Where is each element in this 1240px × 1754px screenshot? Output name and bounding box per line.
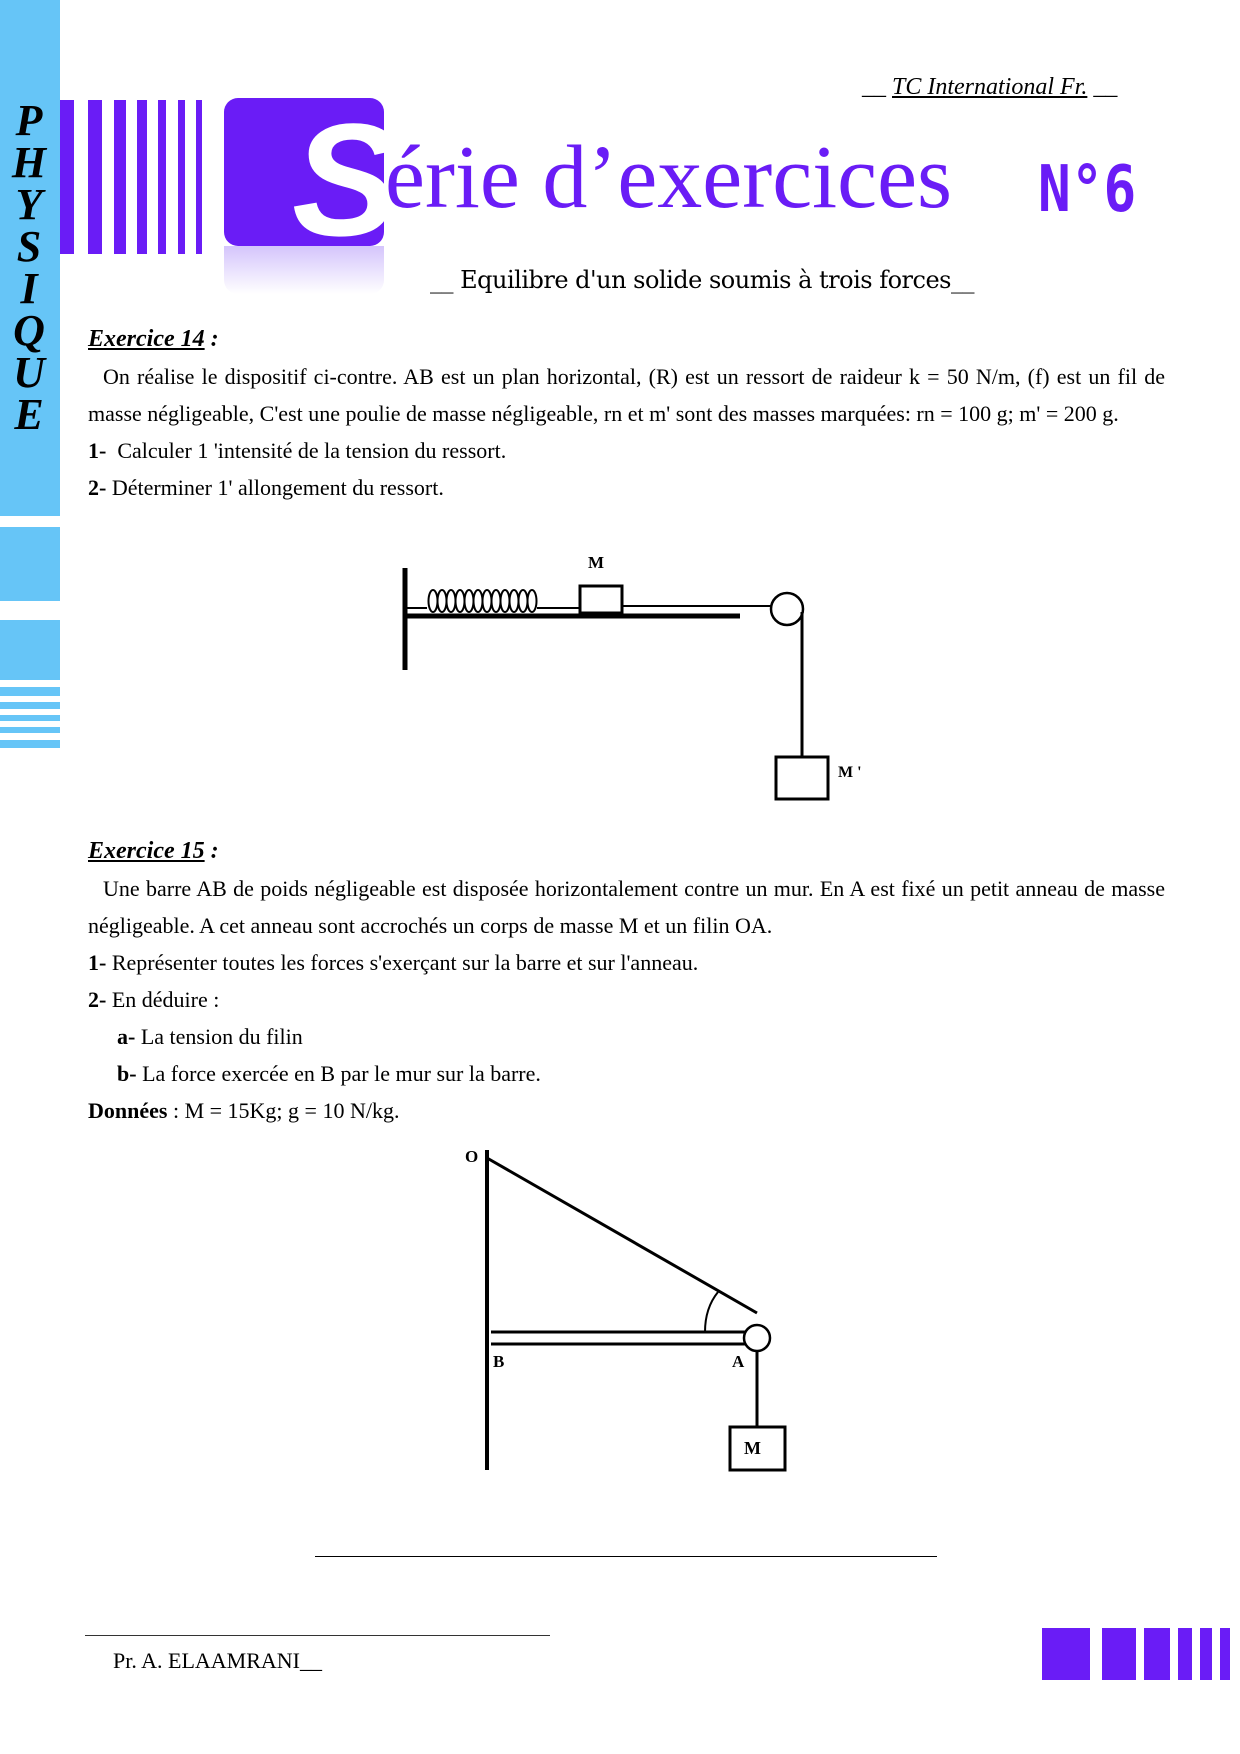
exercise-14-title: Exercice 14 : [88, 326, 219, 352]
subquestion-text: La tension du filin [140, 1024, 303, 1049]
point-o-label: O [465, 1147, 479, 1166]
question-number: 1- [88, 950, 107, 975]
block-m-label: M [588, 553, 605, 572]
page-title: érie d’exercices [385, 128, 953, 227]
block-m [580, 586, 622, 613]
subquestion-letter: a- [117, 1024, 136, 1049]
subject-letter: P [15, 96, 43, 145]
header-stripe [88, 100, 102, 254]
angle-arc [705, 1292, 718, 1332]
sidebar-stripe [0, 702, 60, 709]
series-number: N°6 [1038, 153, 1137, 227]
pulley [771, 593, 803, 625]
hanging-mass-label: M ' [838, 764, 862, 781]
point-b-label: B [493, 1352, 505, 1371]
subject-letter: E [14, 390, 44, 439]
question-text: Calculer 1 'intensité de la tension du ressort. [117, 438, 507, 463]
subject-letter: Q [13, 306, 45, 355]
exercise-15-question-1 [88, 944, 1165, 981]
subject-vertical-label [0, 96, 58, 439]
subject-letter: I [20, 264, 38, 313]
section-separator [315, 1556, 937, 1557]
exercise-14-intro: On réalise le dispositif ci-contre. AB est un plan horizontal, (R) est un ressort de raideur k = 50 N/m, (f) est un fil de masse négligeable, C'est une poulie de masse négligeable, rn et m' sont des masses marquées: rn = 100 g; m' = 200 g. [88, 364, 1165, 426]
exercise-15-title: Exercice 15 : [88, 838, 219, 864]
exercise-15-question-2 [88, 981, 1165, 1018]
subject-letter: U [13, 348, 45, 397]
class-label-text: TC International Fr. [892, 74, 1088, 100]
sidebar-stripe [0, 727, 60, 733]
exercise-14-question-1 [88, 432, 1165, 469]
page-subtitle: __ Equilibre d'un solide soumis à trois forces__ [430, 266, 974, 294]
hanging-mass [776, 757, 828, 799]
point-a-label: A [732, 1352, 745, 1371]
exercise-14 [88, 324, 1165, 506]
question-number: 1- [88, 438, 107, 463]
mass-m-label: M [744, 1438, 761, 1458]
title-initial: S [292, 90, 399, 269]
question-text: En déduire : [111, 987, 220, 1012]
exercise-14-figure [395, 548, 875, 808]
footer-stripe [1220, 1628, 1230, 1680]
footer-square [1102, 1628, 1136, 1680]
exercise-14-question-2 [88, 469, 1165, 506]
question-text: Représenter toutes les forces s'exerçant sur la barre et sur l'anneau. [111, 950, 699, 975]
exercise-15-figure [455, 1140, 795, 1510]
data-text: : M = 15Kg; g = 10 N/kg. [167, 1098, 400, 1123]
data-label: Données [88, 1098, 168, 1123]
header-stripe [158, 100, 166, 254]
class-label: __ TC International Fr. __ [862, 74, 1118, 100]
exercise-15 [88, 836, 1165, 1129]
header-stripe [137, 100, 147, 254]
exercise-15-subquestion-b [88, 1055, 1165, 1092]
subject-letter: Y [15, 180, 43, 229]
subquestion-letter: b- [117, 1061, 137, 1086]
header-stripe [196, 100, 202, 254]
spring [407, 590, 580, 612]
header-stripe [178, 100, 185, 254]
subquestion-text: La force exercée en B par le mur sur la barre. [142, 1061, 541, 1086]
footer-author: Pr. A. ELAAMRANI__ [113, 1648, 323, 1673]
footer-stripe [1178, 1628, 1192, 1680]
header-stripe [60, 100, 74, 254]
sidebar-block [0, 620, 60, 680]
header-stripe [114, 100, 126, 254]
question-number: 2- [88, 475, 107, 500]
question-text: Déterminer 1' allongement du ressort. [111, 475, 444, 500]
exercise-15-data [88, 1092, 1165, 1129]
question-number: 2- [88, 987, 107, 1012]
sidebar-stripe [0, 687, 60, 696]
subject-letter: S [16, 222, 42, 271]
ring-a [744, 1325, 770, 1351]
exercise-15-intro: Une barre AB de poids négligeable est disposée horizontalement contre un mur. En A est fixé un petit anneau de masse négligeable. A cet anneau sont accrochés un corps de masse M et un filin OA. [88, 876, 1165, 938]
sidebar-stripe [0, 740, 60, 748]
footer-square [1144, 1628, 1170, 1680]
footer-rule [85, 1635, 550, 1636]
exercise-15-subquestion-a [88, 1018, 1165, 1055]
sidebar-stripe [0, 715, 60, 721]
subject-letter: H [11, 138, 47, 187]
sidebar-block [0, 527, 60, 601]
footer-square [1042, 1628, 1090, 1680]
filin-oa [487, 1158, 757, 1313]
exercise-15-title-text: Exercice 15 [88, 838, 205, 864]
footer-stripe [1200, 1628, 1212, 1680]
exercise-14-title-text: Exercice 14 [88, 326, 205, 352]
